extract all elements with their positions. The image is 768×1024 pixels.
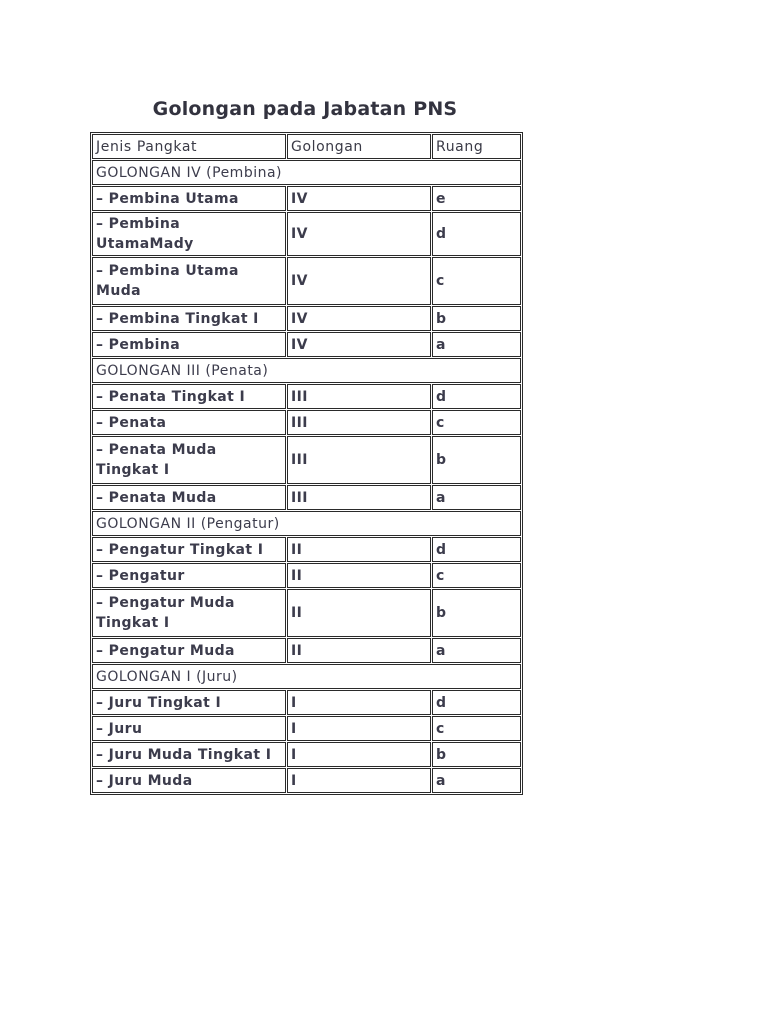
cell-ruang: d [432, 690, 521, 715]
cell-ruang: c [432, 716, 521, 741]
cell-jenis-pangkat: – Penata Muda Tingkat I [92, 436, 286, 484]
cell-ruang: c [432, 257, 521, 305]
table-row [92, 212, 521, 256]
cell-ruang: c [432, 410, 521, 435]
cell-ruang: a [432, 768, 521, 793]
cell-golongan: IV [287, 306, 431, 331]
cell-golongan: I [287, 768, 431, 793]
cell-ruang: d [432, 384, 521, 409]
page-title: Golongan pada Jabatan PNS [152, 98, 458, 120]
cell-golongan: I [287, 742, 431, 767]
cell-jenis-pangkat: – Pembina UtamaMady [92, 212, 286, 256]
table-row [92, 186, 521, 211]
cell-golongan: IV [287, 186, 431, 211]
table-row [92, 589, 521, 637]
cell-ruang: b [432, 589, 521, 637]
group-row-golongan-iii [92, 358, 521, 383]
cell-ruang: a [432, 638, 521, 663]
cell-golongan: IV [287, 332, 431, 357]
table-row [92, 690, 521, 715]
cell-ruang: a [432, 332, 521, 357]
cell-jenis-pangkat: – Juru Tingkat I [92, 690, 286, 715]
cell-jenis-pangkat: – Pembina [92, 332, 286, 357]
table-row [92, 563, 521, 588]
table-row [92, 384, 521, 409]
cell-ruang: c [432, 563, 521, 588]
cell-ruang: e [432, 186, 521, 211]
cell-ruang: b [432, 742, 521, 767]
cell-ruang: d [432, 537, 521, 562]
cell-jenis-pangkat: – Pembina Utama Muda [92, 257, 286, 305]
cell-golongan: III [287, 436, 431, 484]
table-row [92, 768, 521, 793]
table-row [92, 332, 521, 357]
cell-golongan: II [287, 563, 431, 588]
column-header-ruang: Ruang [432, 134, 521, 159]
cell-jenis-pangkat: – Pengatur Tingkat I [92, 537, 286, 562]
table-row [92, 537, 521, 562]
cell-jenis-pangkat: – Pengatur Muda [92, 638, 286, 663]
pangkat-table [90, 132, 523, 795]
cell-golongan: III [287, 384, 431, 409]
group-row-golongan-i [92, 664, 521, 689]
cell-jenis-pangkat: – Pembina Tingkat I [92, 306, 286, 331]
table-row [92, 742, 521, 767]
cell-jenis-pangkat: – Penata Tingkat I [92, 384, 286, 409]
table-row [92, 716, 521, 741]
cell-golongan: II [287, 638, 431, 663]
cell-golongan: IV [287, 212, 431, 256]
cell-golongan: IV [287, 257, 431, 305]
cell-golongan: I [287, 716, 431, 741]
column-header-golongan: Golongan [287, 134, 431, 159]
cell-jenis-pangkat: – Juru Muda [92, 768, 286, 793]
cell-jenis-pangkat: – Juru Muda Tingkat I [92, 742, 286, 767]
table-row [92, 410, 521, 435]
table-row [92, 257, 521, 305]
cell-ruang: b [432, 436, 521, 484]
group-label: GOLONGAN I (Juru) [92, 664, 521, 689]
cell-golongan: II [287, 589, 431, 637]
table-row [92, 306, 521, 331]
cell-golongan: III [287, 410, 431, 435]
cell-jenis-pangkat: – Penata [92, 410, 286, 435]
table-row [92, 638, 521, 663]
group-row-golongan-iv [92, 160, 521, 185]
cell-jenis-pangkat: – Pembina Utama [92, 186, 286, 211]
group-label: GOLONGAN II (Pengatur) [92, 511, 521, 536]
cell-jenis-pangkat: – Juru [92, 716, 286, 741]
cell-jenis-pangkat: – Pengatur Muda Tingkat I [92, 589, 286, 637]
table-row [92, 436, 521, 484]
table-header-row [92, 134, 521, 159]
group-label: GOLONGAN IV (Pembina) [92, 160, 521, 185]
cell-ruang: a [432, 485, 521, 510]
cell-ruang: d [432, 212, 521, 256]
group-row-golongan-ii [92, 511, 521, 536]
cell-golongan: I [287, 690, 431, 715]
cell-jenis-pangkat: – Penata Muda [92, 485, 286, 510]
column-header-jenis-pangkat: Jenis Pangkat [92, 134, 286, 159]
cell-golongan: II [287, 537, 431, 562]
cell-jenis-pangkat: – Pengatur [92, 563, 286, 588]
table-row [92, 485, 521, 510]
cell-golongan: III [287, 485, 431, 510]
group-label: GOLONGAN III (Penata) [92, 358, 521, 383]
cell-ruang: b [432, 306, 521, 331]
